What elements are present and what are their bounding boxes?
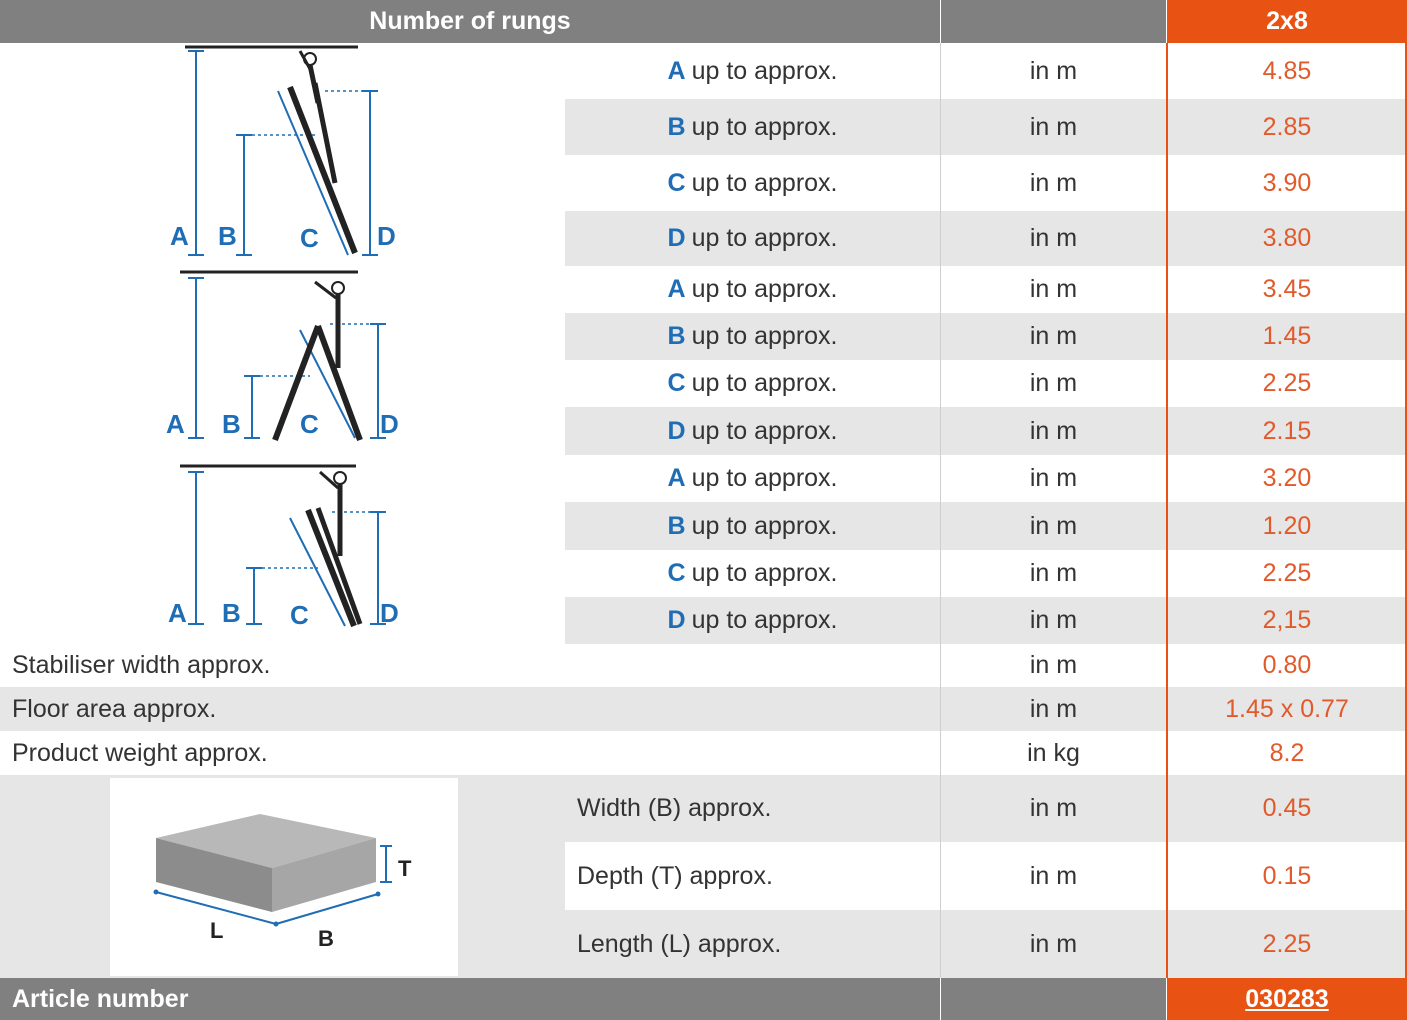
figure-label-a: A xyxy=(166,409,185,439)
figure-label-d: D xyxy=(380,598,399,628)
value-cell: 2.25 xyxy=(1167,910,1407,978)
value-cell: 3.90 xyxy=(1262,168,1312,197)
value-cell: 2.25 xyxy=(1262,369,1312,397)
dimension-letter: C xyxy=(667,559,686,587)
stabiliser-width-label: Stabiliser width approx. xyxy=(12,651,271,679)
dimension-label: up to approx. xyxy=(691,56,838,85)
article-number-link[interactable]: 030283 xyxy=(1245,984,1329,1013)
unit-cell: in kg xyxy=(1027,738,1080,767)
unit-cell: in m xyxy=(941,313,1166,360)
dimension-label: up to approx. xyxy=(691,464,838,492)
dimension-label: up to approx. xyxy=(691,511,838,540)
header-title: Number of rungs xyxy=(369,7,571,35)
dimension-label: up to approx. xyxy=(691,275,838,303)
dimension-label: up to approx. xyxy=(691,369,838,397)
unit-cell: in m xyxy=(1029,369,1078,397)
unit-cell: in m xyxy=(941,502,1166,550)
dimension-label: up to approx. xyxy=(691,224,838,252)
unit-cell: in m xyxy=(941,99,1166,155)
dimension-letter: B xyxy=(667,511,686,540)
figure-label-a: A xyxy=(170,221,189,251)
value-cell: 1.20 xyxy=(1167,502,1407,550)
figure-label-b: B xyxy=(222,598,241,628)
article-number-cell xyxy=(1167,978,1407,1020)
model-label: 2x8 xyxy=(1266,7,1308,35)
packaging-length-label: Length (L) approx. xyxy=(565,910,940,978)
article-number-row xyxy=(0,978,940,1020)
table-row xyxy=(565,155,940,211)
box-label-t: T xyxy=(398,856,412,881)
dimension-letter: B xyxy=(667,322,686,350)
unit-cell: in m xyxy=(1029,56,1078,85)
header-model-column xyxy=(1167,0,1407,43)
value-cell: 3.20 xyxy=(1262,464,1312,492)
figure-label-c: C xyxy=(290,600,309,630)
value-cell: 4.85 xyxy=(1262,56,1312,85)
unit-cell: in m xyxy=(941,687,1166,731)
table-row xyxy=(565,550,940,597)
figure-label-b: B xyxy=(218,221,237,251)
figure-label-d: D xyxy=(377,221,396,251)
dimension-letter: B xyxy=(667,112,686,141)
column-divider xyxy=(940,43,941,978)
accent-divider xyxy=(1166,43,1168,978)
value-cell: 2.25 xyxy=(1262,559,1312,587)
table-row xyxy=(565,502,940,550)
value-cell: 0.45 xyxy=(1167,775,1407,842)
product-weight-label: Product weight approx. xyxy=(12,738,268,767)
ladder-figure-stepladder xyxy=(150,268,420,448)
table-row xyxy=(565,99,940,155)
value-cell: 0.80 xyxy=(1262,651,1312,679)
dimension-label: up to approx. xyxy=(691,322,838,350)
unit-cell: in m xyxy=(1029,464,1078,492)
value-cell: 2.15 xyxy=(1167,407,1407,455)
unit-cell: in m xyxy=(1029,559,1078,587)
unit-cell: in m xyxy=(941,211,1166,266)
packaging-width-label: Width (B) approx. xyxy=(565,775,940,842)
unit-cell: in m xyxy=(1029,275,1078,303)
box-label-b: B xyxy=(318,926,334,951)
header-unit-column xyxy=(941,0,1166,43)
value-cell: 3.80 xyxy=(1167,211,1407,266)
table-row xyxy=(565,43,940,99)
value-cell: 1.45 xyxy=(1167,313,1407,360)
value-cell: 1.45 x 0.77 xyxy=(1167,687,1407,731)
unit-cell: in m xyxy=(1029,168,1078,197)
unit-cell: in m xyxy=(941,775,1166,842)
unit-cell: in m xyxy=(941,407,1166,455)
table-row xyxy=(565,211,940,266)
table-row xyxy=(565,313,940,360)
ladder-figure-leaning xyxy=(150,43,420,273)
unit-cell: in m xyxy=(941,910,1166,978)
figure-label-d: D xyxy=(380,409,399,439)
table-row xyxy=(565,266,940,313)
figure-label-b: B xyxy=(222,409,241,439)
value-cell: 2,15 xyxy=(1167,597,1407,644)
table-row xyxy=(565,455,940,502)
figure-label-c: C xyxy=(300,223,319,253)
dimension-letter: A xyxy=(667,464,686,492)
dimension-letter: A xyxy=(667,56,686,85)
figure-label-c: C xyxy=(300,409,319,439)
value-cell: 0.15 xyxy=(1262,861,1312,890)
dimension-label: up to approx. xyxy=(691,606,838,634)
figure-label-a: A xyxy=(168,598,187,628)
unit-cell: in m xyxy=(1029,861,1078,890)
unit-cell: in m xyxy=(1029,651,1078,679)
table-header xyxy=(0,0,940,43)
box-label-l: L xyxy=(210,918,224,943)
article-unit-column xyxy=(941,978,1166,1020)
dimension-letter: A xyxy=(667,275,686,303)
dimension-label: up to approx. xyxy=(691,559,838,587)
dimension-letter: D xyxy=(667,416,686,445)
dimension-letter: D xyxy=(667,606,686,634)
dimension-letter: C xyxy=(667,369,686,397)
value-cell: 2.85 xyxy=(1167,99,1407,155)
dimension-letter: D xyxy=(667,224,686,252)
table-row xyxy=(565,407,940,455)
table-row xyxy=(565,360,940,407)
dimension-label: up to approx. xyxy=(691,168,838,197)
ladder-figure-single xyxy=(150,460,420,640)
floor-area-label: Floor area approx. xyxy=(0,687,940,731)
table-row xyxy=(565,597,940,644)
article-number-label: Article number xyxy=(12,984,189,1013)
value-cell: 8.2 xyxy=(1269,738,1305,767)
dimension-letter: C xyxy=(667,168,686,197)
dimension-label: up to approx. xyxy=(691,112,838,141)
box-icon xyxy=(140,800,440,960)
value-cell: 3.45 xyxy=(1262,275,1312,303)
packaging-depth-label: Depth (T) approx. xyxy=(577,861,773,890)
dimension-label: up to approx. xyxy=(691,416,838,445)
unit-cell: in m xyxy=(941,597,1166,644)
